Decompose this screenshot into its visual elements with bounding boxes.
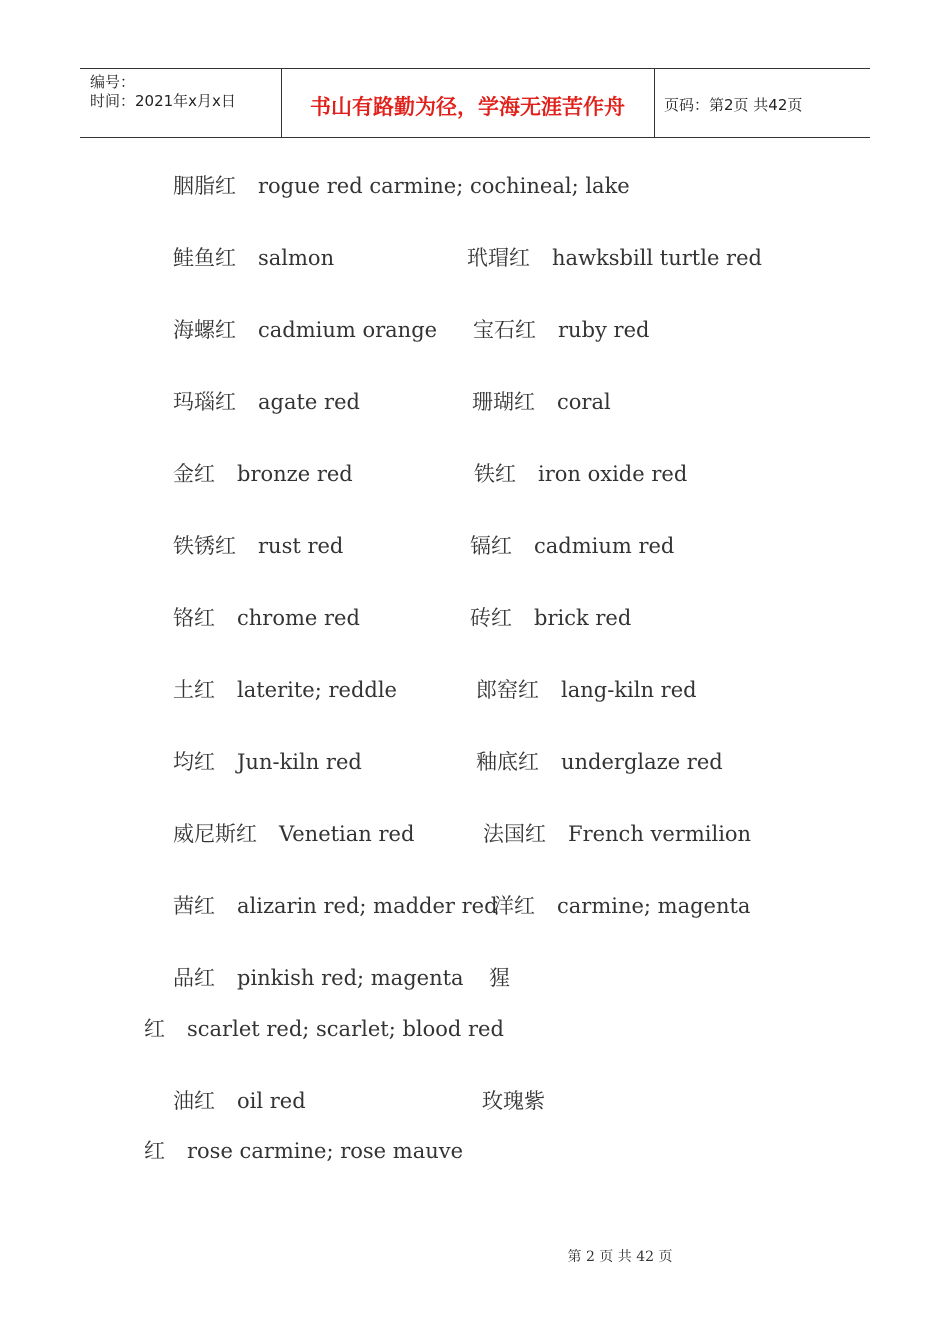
term-english: rose carmine; rose mauve — [187, 1139, 464, 1163]
term-english: carmine; magenta — [557, 894, 751, 918]
header-page-cell — [655, 69, 870, 137]
term-entry — [173, 962, 464, 992]
term-english: salmon — [258, 246, 335, 270]
term-english: cadmium orange — [258, 318, 438, 342]
term-english: chrome red — [237, 606, 360, 630]
term-chinese: 油红 — [173, 1089, 215, 1113]
term-chinese: 玳瑁红 — [467, 246, 530, 270]
term-chinese: 红 — [144, 1139, 165, 1163]
term-chinese: 鲑鱼红 — [173, 246, 236, 270]
term-entry — [472, 386, 611, 416]
page-footer: 第 2 页 共 42 页 — [567, 1249, 673, 1265]
term-english: alizarin red; madder red — [237, 894, 498, 918]
term-chinese: 郎窑红 — [476, 678, 539, 702]
term-chinese: 威尼斯红 — [173, 822, 257, 846]
term-english: oil red — [237, 1089, 306, 1113]
term-chinese: 玫瑰紫 — [482, 1089, 545, 1113]
term-continuation — [144, 1135, 463, 1165]
term-english: French vermilion — [568, 822, 752, 846]
term-entry — [173, 674, 397, 704]
term-english: pinkish red; magenta — [237, 966, 464, 990]
term-english: hawksbill turtle red — [552, 246, 762, 270]
term-english: underglaze red — [561, 750, 723, 774]
term-english: rogue red carmine; cochineal; lake — [258, 174, 630, 198]
term-english: scarlet red; scarlet; blood red — [187, 1017, 504, 1041]
number-label: 编号： — [90, 73, 136, 91]
term-entry — [476, 674, 697, 704]
term-english: coral — [557, 390, 611, 414]
header-motto-cell — [281, 69, 655, 137]
term-entry — [173, 1085, 306, 1115]
term-english: cadmium red — [534, 534, 675, 558]
term-chinese: 土红 — [173, 678, 215, 702]
term-entry — [173, 746, 362, 776]
term-chinese: 铬红 — [173, 606, 215, 630]
term-chinese: 海螺红 — [173, 318, 236, 342]
term-english: ruby red — [558, 318, 650, 342]
term-chinese: 玛瑙红 — [173, 390, 236, 414]
term-chinese: 均红 — [173, 750, 215, 774]
term-english: bronze red — [237, 462, 353, 486]
term-chinese: 釉底红 — [476, 750, 539, 774]
term-english: Venetian red — [279, 822, 415, 846]
term-chinese: 铁锈红 — [173, 534, 236, 558]
term-entry — [483, 818, 751, 848]
header-meta-cell — [80, 69, 282, 137]
term-english: Jun-kiln red — [237, 750, 362, 774]
term-continuation — [144, 1013, 504, 1043]
term-english: iron oxide red — [538, 462, 688, 486]
term-chinese: 珊瑚红 — [472, 390, 535, 414]
term-entry — [173, 458, 353, 488]
term-english: brick red — [534, 606, 632, 630]
term-entry — [493, 890, 750, 920]
term-chinese: 金红 — [173, 462, 215, 486]
term-entry — [467, 242, 762, 272]
term-entry — [173, 386, 360, 416]
term-chinese: 猩 — [489, 966, 510, 990]
term-entry — [173, 602, 360, 632]
term-entry — [470, 530, 674, 560]
term-entry — [173, 818, 414, 848]
term-chinese: 宝石红 — [473, 318, 536, 342]
term-entry — [173, 170, 630, 200]
term-entry — [173, 314, 437, 344]
term-chinese: 品红 — [173, 966, 215, 990]
term-entry — [476, 746, 723, 776]
term-chinese: 铁红 — [474, 462, 516, 486]
term-entry — [473, 314, 649, 344]
term-entry — [489, 962, 510, 992]
term-english: laterite; reddle — [237, 678, 397, 702]
term-entry — [173, 530, 343, 560]
term-entry — [482, 1085, 545, 1115]
motto: 书山有路勤为径，学海无涯苦作舟 — [310, 95, 625, 119]
term-chinese: 法国红 — [483, 822, 546, 846]
term-entry — [474, 458, 687, 488]
term-english: lang-kiln red — [561, 678, 697, 702]
term-entry — [470, 602, 631, 632]
term-english: agate red — [258, 390, 360, 414]
term-english: rust red — [258, 534, 344, 558]
term-chinese: 胭脂红 — [173, 174, 236, 198]
term-entry — [173, 242, 334, 272]
term-entry — [173, 890, 498, 920]
term-chinese: 砖红 — [470, 606, 512, 630]
date-label: 时间：2021年x月x日 — [90, 92, 236, 110]
term-chinese: 镉红 — [470, 534, 512, 558]
term-chinese: 茜红 — [173, 894, 215, 918]
term-chinese: 红 — [144, 1017, 165, 1041]
page-info: 页码：第2页 共42页 — [664, 96, 803, 114]
page-header — [80, 68, 870, 138]
term-chinese: 洋红 — [493, 894, 535, 918]
